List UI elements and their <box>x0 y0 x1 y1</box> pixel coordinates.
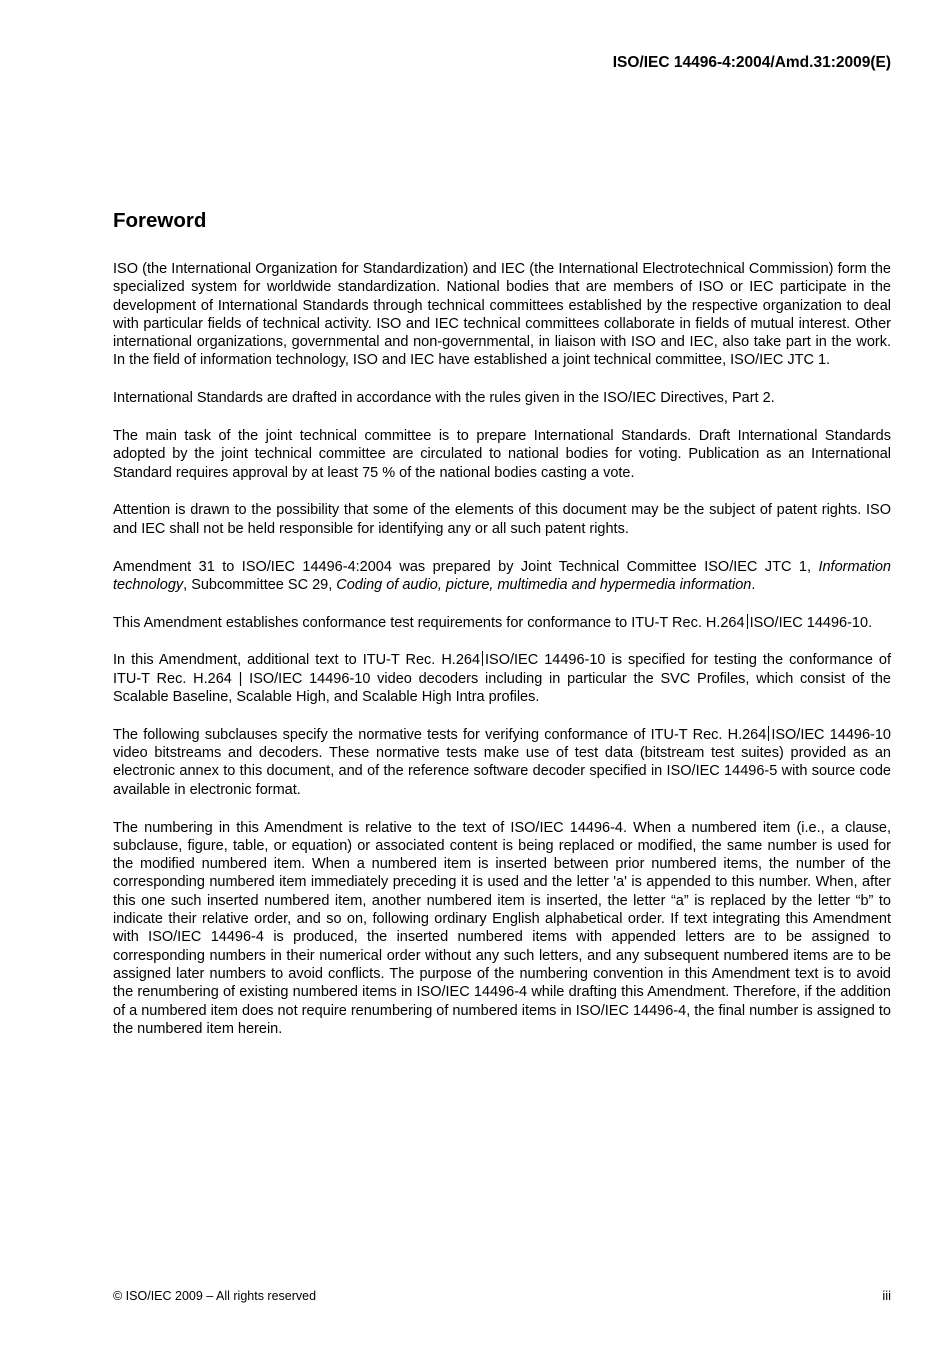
paragraph-amendment-preparation <box>113 558 891 595</box>
paragraph-jtc-task: The main task of the joint technical committee is to prepare International Standards. Draft International Standards adopted by the joint technical committee are circulated to national bodies for voting. Publication as an International Standard requires approval by at least 75 % of the national bodies casting a vote. <box>113 428 891 481</box>
sc29-title: Coding of audio, picture, multimedia and hypermedia information <box>336 576 752 593</box>
page-title: Foreword <box>113 209 207 232</box>
conformance-text-before: This Amendment establishes conformance test requirements for conformance to ITU-T Rec. H.264 <box>113 614 745 631</box>
amendment-text-1: Amendment 31 to ISO/IEC 14496-4:2004 was prepared by Joint Technical Committee ISO/IEC JTC 1, <box>113 558 819 575</box>
conformance-text-after: ISO/IEC 14496-10. <box>749 614 873 631</box>
copyright-footer: © ISO/IEC 2009 – All rights reserved <box>113 1289 317 1303</box>
svc-text-after: ISO/IEC 14496-10 is specified for testing the conformance of ITU-T Rec. H.264 | ISO/IEC 14496-10 video decoders including in particular the SVC Profiles, which consist of the Scalable Baseline, Scalable High, and Scalable High Intra profiles. <box>113 652 891 706</box>
amendment-text-3: . <box>751 576 756 593</box>
amendment-text-2: , Subcommittee SC 29, <box>183 576 337 593</box>
paragraph-svc-profiles <box>113 651 891 706</box>
information-technology-title: Information technology <box>113 558 891 593</box>
tests-text-before: The following subclauses specify the normative tests for verifying conformance of ITU-T Rec. H.264 <box>113 726 767 743</box>
separator-bar <box>768 726 769 741</box>
page-number: iii <box>882 1288 891 1303</box>
paragraph-normative-tests <box>113 726 891 799</box>
document-id-header: ISO/IEC 14496-4:2004/Amd.31:2009(E) <box>612 54 891 71</box>
paragraph-directives: International Standards are drafted in accordance with the rules given in the ISO/IEC Directives, Part 2. <box>113 390 775 407</box>
svc-text-before: In this Amendment, additional text to ITU-T Rec. H.264 <box>113 652 481 669</box>
separator-bar <box>747 614 748 629</box>
separator-bar <box>482 651 483 666</box>
tests-text-after: ISO/IEC 14496-10 video bitstreams and decoders. These normative tests make use of test data (bitstream test suites) provided as an electronic annex to this document, and of the reference software decoder specified in ISO/IEC 14496-5 with source code available in electronic format. <box>113 726 891 798</box>
paragraph-conformance-requirements <box>113 614 891 632</box>
paragraph-iso-iec-intro: ISO (the International Organization for Standardization) and IEC (the International Electrotechnical Commission) form the specialized system for worldwide standardization. National bodies that are members of ISO or IEC participate in the development of International Standards through technical committees established by the respective organization to deal with particular fields of technical activity. ISO and IEC technical committees collaborate in fields of mutual interest. Other international organizations, governmental and non-governmental, in liaison with ISO and IEC, also take part in the work. In the field of information technology, ISO and IEC have established a joint technical committee, ISO/IEC JTC 1. <box>113 261 891 369</box>
paragraph-patent-rights: Attention is drawn to the possibility that some of the elements of this document may be the subject of patent rights. ISO and IEC shall not be held responsible for identifying any or all such patent rights. <box>113 502 891 537</box>
foreword-body <box>113 260 891 1058</box>
paragraph-numbering-convention: The numbering in this Amendment is relative to the text of ISO/IEC 14496-4. When a numbered item (i.e., a clause, subclause, figure, table, or equation) or associated content is being replaced or modified, the same number is used for the modified numbered item. When a numbered item is inserted between prior numbered items, the number of the corresponding numbered item immediately preceding it is used and the letter 'a' is appended to this number. When, after this one such inserted numbered item, another numbered item is inserted, the letter “a” is replaced by the letter “b” to indicate their relative order, and so on, following ordinary English alphabetical order. If text integrating this Amendment with ISO/IEC 14496-4 is produced, the inserted numbered items with appended letters are to be assigned to corresponding numbers in their numerical order without any such letters, and any subsequent numbered items are to be assigned later numbers to avoid conflicts. The purpose of the numbering convention in this Amendment text is to avoid the renumbering of existing numbered items in ISO/IEC 14496-4 while drafting this Amendment. Therefore, if the addition of a numbered item does not require renumbering of numbered items in ISO/IEC 14496-4, the final number is assigned to the numbered item herein. <box>113 819 891 1037</box>
